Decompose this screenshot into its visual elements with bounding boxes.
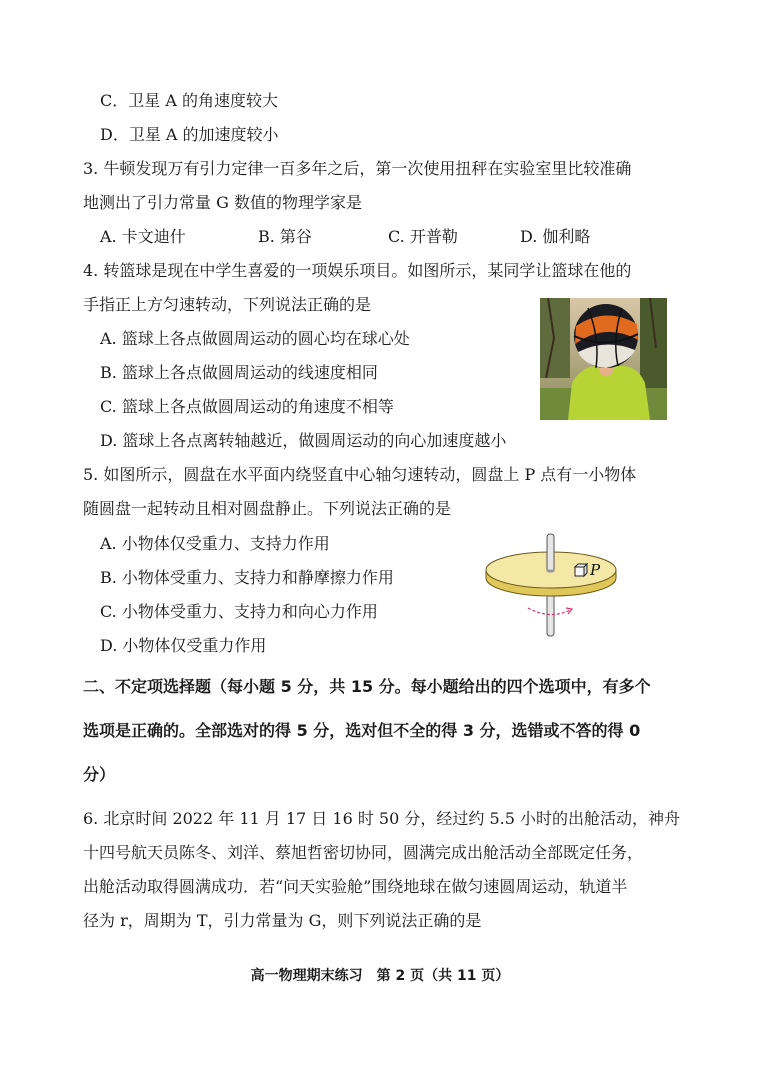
small-object-cube — [575, 564, 587, 576]
page-footer: 高一物理期末练习 第 2 页（共 11 页） — [250, 968, 510, 984]
q4-stem-line2: 手指正上方匀速转动，下列说法正确的是 — [83, 295, 372, 314]
q3-option-a: A. 卡文迪什 — [100, 227, 186, 246]
q6-stem-line2: 十四号航天员陈冬、刘洋、蔡旭哲密切协同，圆满完成出舱活动全部既定任务， — [83, 843, 644, 862]
q5-stem-line2: 随圆盘一起转动且相对圆盘静止。下列说法正确的是 — [83, 499, 452, 518]
q2-option-d: D．卫星 A 的加速度较小 — [100, 125, 279, 144]
q4-stem-line1: 4. 转篮球是现在中学生喜爱的一项娱乐项目。如图所示，某同学让篮球在他的 — [83, 261, 632, 280]
rotating-disc-diagram — [484, 530, 624, 638]
section2-heading-line3: 分） — [83, 765, 116, 784]
q3-options-row — [100, 226, 590, 248]
q3-option-c: C. 开普勒 — [388, 227, 458, 246]
q2-option-c: C．卫星 A 的角速度较大 — [100, 91, 278, 110]
q5-option-d: D. 小物体仅受重力作用 — [100, 636, 267, 655]
q4-option-b: B. 篮球上各点做圆周运动的线速度相同 — [100, 363, 378, 382]
q5-option-b: B. 小物体受重力、支持力和静摩擦力作用 — [100, 568, 394, 587]
point-p-label: P — [590, 561, 601, 579]
q6-stem-line1: 6. 北京时间 2022 年 11 月 17 日 16 时 50 分，经过约 5.5 小时的出舱活动，神舟 — [83, 809, 680, 828]
q5-option-a: A. 小物体仅受重力、支持力作用 — [100, 534, 330, 553]
section2-heading-line2: 选项是正确的。全部选对的得 5 分，选对但不全的得 3 分，选错或不答的得 0 — [83, 721, 641, 740]
q4-option-c: C. 篮球上各点做圆周运动的角速度不相等 — [100, 397, 394, 416]
q3-option-b: B. 第谷 — [258, 227, 312, 246]
q4-option-d: D. 篮球上各点离转轴越近，做圆周运动的向心加速度越小 — [100, 431, 507, 450]
section2-heading-line1: 二、不定项选择题（每小题 5 分，共 15 分。每小题给出的四个选项中，有多个 — [83, 677, 651, 696]
q4-option-a: A. 篮球上各点做圆周运动的圆心均在球心处 — [100, 329, 410, 348]
q3-stem-line2: 地测出了引力常量 G 数值的物理学家是 — [83, 193, 362, 212]
q5-option-c: C. 小物体受重力、支持力和向心力作用 — [100, 602, 378, 621]
q3-option-d: D. 伽利略 — [520, 227, 591, 246]
basketball-spin-photo — [540, 298, 667, 420]
q6-stem-line4: 径为 r，周期为 T，引力常量为 G，则下列说法正确的是 — [83, 911, 482, 930]
q6-stem-line3: 出舱活动取得圆满成功．若“问天实验舱”围绕地球在做匀速圆周运动，轨道半 — [83, 877, 628, 896]
q5-stem-line1: 5. 如图所示，圆盘在水平面内绕竖直中心轴匀速转动，圆盘上 P 点有一小物体 — [83, 465, 637, 484]
q3-stem-line1: 3. 牛顿发现万有引力定律一百多年之后，第一次使用扭秤在实验室里比较准确 — [83, 159, 632, 178]
